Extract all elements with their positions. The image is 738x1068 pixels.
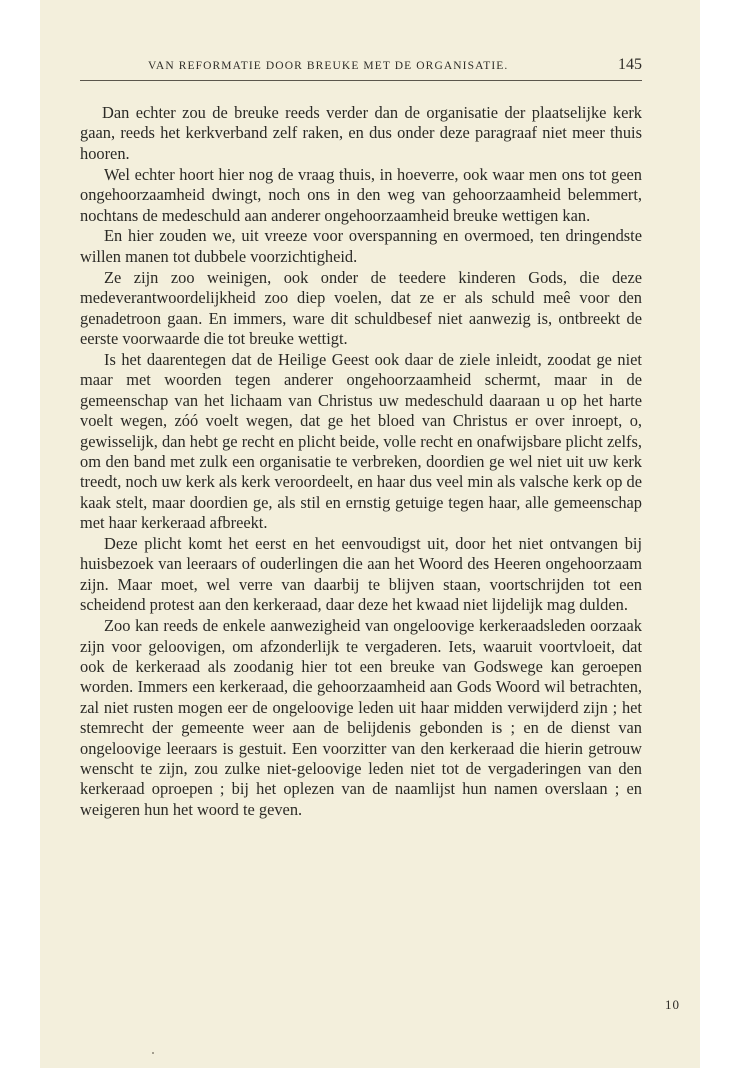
paragraph: Wel echter hoort hier nog de vraag thuis, in hoeverre, ook waar men ons tot geen ongehoorzaamheid dwingt, noch ons in den weg van gehoorzaamheid belemmert, nochtans de medeschuld aan anderer ongehoorzaamheid breuke wettigen kan. [80, 164, 642, 225]
paper-speck [152, 1052, 154, 1054]
paragraph: Ze zijn zoo weinigen, ook onder de teedere kinderen Gods, die deze medeverantwoordelijkheid zoo diep voelen, dat ze er als schuld meê voor den genadetroon gaan. En immers, ware dit schuldbesef niet aanwezig is, ontbreekt de eerste voorwaarde die tot breuke wettigt. [80, 267, 642, 348]
body-text [80, 103, 642, 821]
running-title: VAN REFORMATIE DOOR BREUKE MET DE ORGANISATIE. [148, 60, 509, 72]
paragraph: Is het daarentegen dat de Heilige Geest ook daar de ziele inleidt, zoodat ge niet maar met woorden tegen anderer ongehoorzaamheid schermt, maar in de gemeenschap van het lichaam van Christus uw medeschuld daaraan u op het harte voelt wegen, zóó voelt wegen, dat ge het bloed van Christus er over inroept, o, gewisselijk, dan hebt ge recht en plicht beide, volle recht en onafwijsbare plicht zelfs, om den band met zulk een organisatie te verbreken, doordien ge wel niet uit uw kerk treedt, noch uw kerk als kerk veroordeelt, en haar dus veel min als valsche kerk op de kaak stelt, maar doordien ge, als stil en ernstig getuige tegen haar, alle gemeenschap met haar kerkeraad afbreekt. [80, 349, 642, 533]
paragraph: En hier zouden we, uit vreeze voor overspanning en overmoed, ten dringendste willen manen tot dubbele voorzichtigheid. [80, 226, 642, 266]
page-number: 145 [618, 56, 642, 73]
paragraph: Zoo kan reeds de enkele aanwezigheid van ongeloovige kerkeraadsleden oorzaak zijn voor geloovigen, om afzonderlijk te vergaderen. Iets, waaruit voortvloeit, dat ook de kerkeraad als zoodanig hier tot een breuke van Godswege kan geroepen worden. Immers een kerkeraad, die gehoorzaamheid aan Gods Woord wil betrachten, zal niet rusten mogen eer de ongeloovige leden uit haar midden verwijderd zijn ; het stemrecht der gemeente weer aan de belijdenis gebonden is ; en de dienst van ongeloovige leeraars is gestuit. Een voorzitter van den kerkeraad die hierin getrouw wenscht te zijn, zou zulke niet-geloovige leden niet tot de vergaderingen van den kerkeraad oproepen ; bij het oplezen van de naamlijst hun namen overslaan ; en weigeren hun het woord te geven. [80, 616, 642, 819]
signature-mark: 10 [665, 997, 680, 1012]
header-rule [80, 80, 642, 81]
paragraph: Dan echter zou de breuke reeds verder dan de organisatie der plaatselijke kerk gaan, reeds het kerkverband zelf raken, en dus onder deze paragraaf niet meer thuis hooren. [80, 103, 642, 163]
paragraph: Deze plicht komt het eerst en het eenvoudigst uit, door het niet ontvangen bij huisbezoek van leeraars of ouderlingen die aan het Woord des Heeren ongehoorzaam zijn. Maar moet, wel verre van daarbij te blijven staan, voortschrijden tot een scheidend protest aan den kerkeraad, daar deze het kwaad niet lijdelijk mag dulden. [80, 534, 642, 615]
